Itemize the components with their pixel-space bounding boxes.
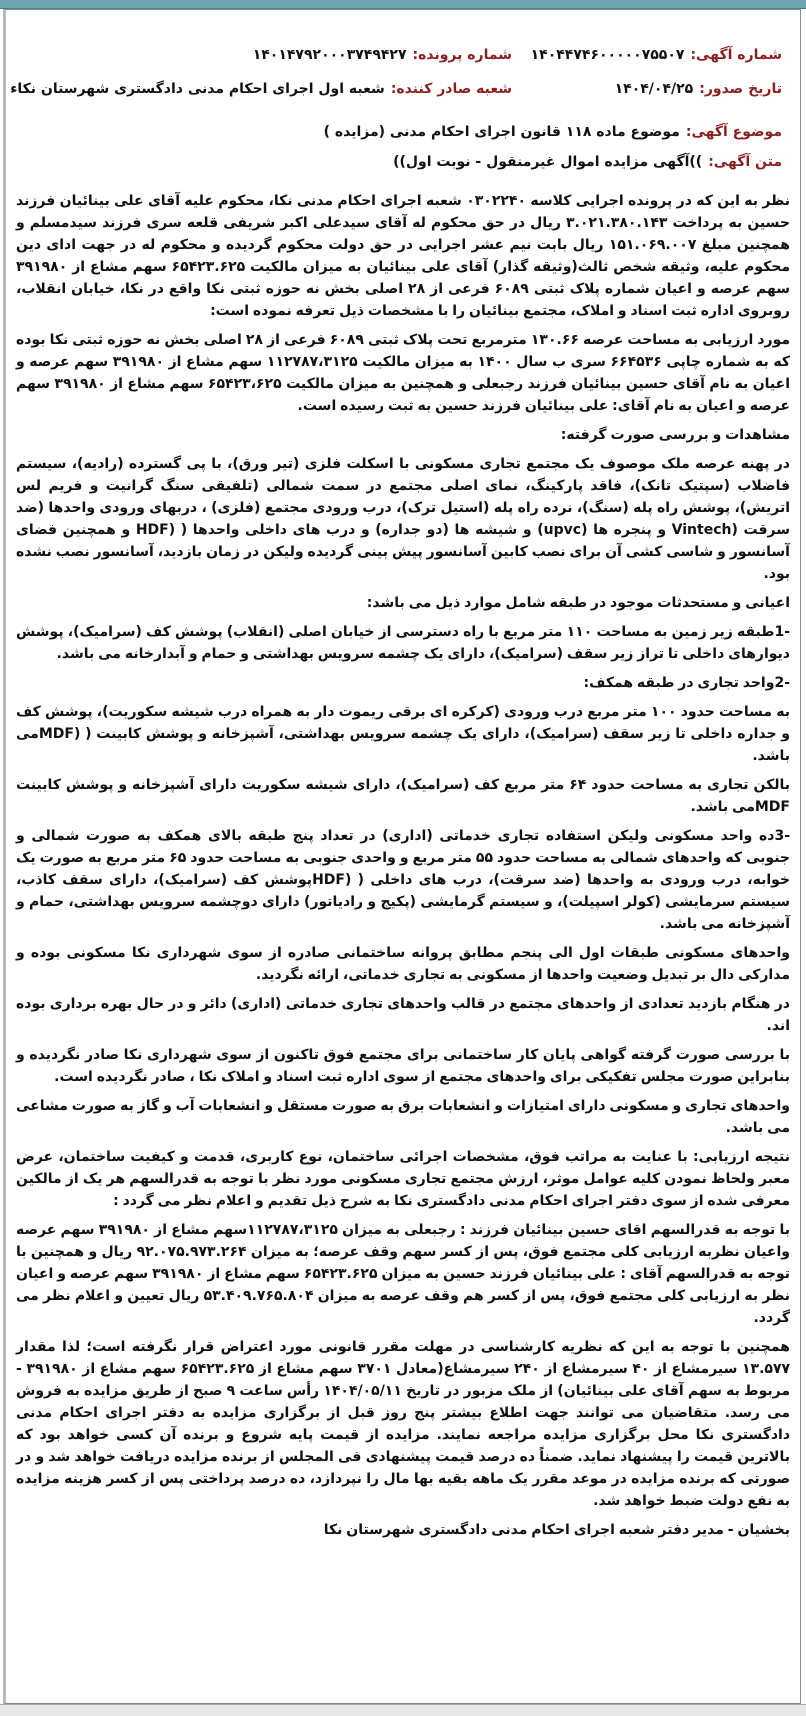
notice-number-field	[531, 47, 782, 63]
paragraph-appraisal-result: نتیجه ارزیابی: با عنایت به مراتب فوق، مشخصات اجرائی ساختمان، نوع کاربری، قدمت و کیفیت ساختمان، عرض معبر ولحاظ نمودن کلیه عوامل موثر، ارزش مجتمع تجاری مسکونی مورد نظر با توجه به قدرالسهم هر یک از مالکین معرفی شده از سوی دفتر اجرای احکام مدنی دادگستری نکا به شرح ذیل تقدیم و اعلام نظر می گردد :	[16, 1149, 790, 1209]
paragraph-intro: نظر به این که در پرونده اجرایی کلاسه ۰۳۰۲۲۴۰ شعبه اجرای احکام مدنی نکا، محکوم علیه آقای علی بینائیان فرزند حسین به پرداخت ۳.۰۲۱.۳۸۰.۱۴۳ ریال در حق محکوم له آقای سیدعلی اکبر شریفی قلعه سری فرزند سیدمسلم و همچنین مبلغ ۱۵۱.۰۶۹.۰۰۷ ریال بابت نیم عشر اجرایی در حق دولت محکوم گردیده و محکوم له در جهت ادای دین محکوم علیه، وثیقه شخص ثالث(وثیقه گذار) آقای علی بینائیان به میزان مالکیت ۶۵۴۲۳.۶۲۵ سهم مشاع از ۳۹۱۹۸۰ سهم عرصه و اعیان شماره پلاک ثبتی ۶۰۸۹ فرعی از ۲۸ اصلی بخش نه حوزه ثبتی نکا واقع در نکا، خیابان انقلاب، روبروی اداره ثبت اسناد و املاک، مجتمع بینائیان را با مشخصات ذیل تعرفه نموده است:	[16, 193, 791, 319]
paragraph-appraisal-subject: مورد ارزیابی به مساحت عرصه ۱۳۰.۶۶ مترمربع تحت پلاک ثبتی ۶۰۸۹ فرعی از ۲۸ اصلی بخش نه حوزه ثبتی نکا بوده که به شماره چاپی ۶۶۴۵۳۶ سری ب سال ۱۴۰۰ به میزان مالکیت ۱۱۲۷۸۷،۳۱۲۵ سهم مشاع از ۳۹۱۹۸۰ سهم عرصه و اعیان به نام آقای حسین بینائیان فرزند رجبعلی و همچنین به میزان مالکیت ۶۵۴۲۳،۶۲۵ سهم مشاع از ۳۹۱۹۸۰ سهم عرصه و اعیان به نام آقای: علی بینائیان فرزند حسین به ثبت رسیده است.	[16, 332, 791, 414]
heading-observations: مشاهدات و بررسی صورت گرفته:	[560, 427, 790, 443]
issue-date: ۱۴۰۴/۰۴/۲۵	[614, 81, 694, 97]
notice-body	[16, 190, 790, 1548]
subject: موضوع ماده ۱۱۸ قانون اجرای احکام مدنی (مزایده )	[323, 124, 680, 140]
issuer-label: شعبه صادر کننده:	[390, 81, 512, 97]
horizontal-scrollbar[interactable]	[0, 1704, 806, 1716]
paragraph-completion-certificate: با بررسی صورت گرفته گواهی پایان کار ساختمانی برای مجتمع فوق تاکنون از سوی شهرداری نکا صادر نگردیده و بنابراین صورت مجلس تفکیکی برای واحدهای مجتمع از سوی اداره ثبت اسناد و املاک نکا ، صادر نگردیده است.	[16, 1047, 790, 1085]
case-number-field	[253, 47, 512, 63]
notice-text-label: متن آگهی:	[708, 154, 782, 170]
notice-number: ۱۴۰۴۴۷۴۶۰۰۰۰۰۷۵۵۰۷	[530, 47, 685, 63]
paragraph-ground-floor: به مساحت حدود ۱۰۰ متر مربع درب ورودی (کرکره ای برقی ریموت دار به همراه درب شیشه سکوریت)، پوشش کف و جداره داخلی تا زیر سقف (سرامیک)، دارای یک چشمه سرویس بهداشتی، آشپزخانه و پوشش کابینت ( (MDFمی باشد.	[16, 704, 790, 764]
issuer: شعبه اول اجرای احکام مدنی دادگستری شهرستان نکاء	[10, 81, 385, 97]
issue-date-field	[615, 81, 782, 97]
paragraph-building-description: در پهنه عرصه ملک موصوف یک مجتمع تجاری مسکونی با اسکلت فلزی (تیر ورق)، با پی گسترده (رادیه)، سیستم فاضلاب (سپتیک تانک)، فاقد پارکینگ، نمای اصلی مجتمع در سمت شمالی (تلفیقی سنگ گرانیت و فریم لس اتریش)، پوشش راه پله (سنگ)، نرده راه پله (استیل ترک)، درب ورودی مجتمع (فلزی) ، دربهای ورودی واحدها (ضد سرقت (Vintech و پنجره ها (upvc) و شیشه ها (دو جداره) و درب های داخلی واحدها ( (HDF و همچنین فضای آسانسور و شاسی کشی آن برای نصب کابین آسانسور پیش بینی گردیده ولیکن در زمان بازدید، آسانسور نصب نشده بود.	[16, 456, 790, 582]
paragraph-utilities: واحدهای تجاری و مسکونی دارای امتیازات و انشعابات برق به صورت مستقل و انشعابات آب و گاز به صورت مشاعی می باشد.	[16, 1098, 790, 1136]
paragraph-auction-terms: همچنین با توجه به این که نظریه کارشناسی در مهلت مقرر قانونی مورد اعتراض قرار نگرفته است؛ لذا مقدار ۱۳.۵۷۷ سیرمشاع از ۴۰ سیرمشاع از ۲۴۰ سیرمشاع(معادل ۳۷۰۱ سهم مشاع از ۶۵۴۲۳.۶۲۵ سهم مشاع از ۳۹۱۹۸۰ - مربوط به سهم آقای علی بینائیان) از ملک مزبور در تاریخ ۱۴۰۴/۰۵/۱۱ رأس ساعت ۹ صبح از طریق مزایده به فروش می رسد. متقاضیان می توانند جهت اطلاع بیشتر پنج روز قبل از برگزاری مزایده به دفتر اجرای احکام مدنی دادگستری نکا محل برگزاری مزایده مراجعه نمایند. مزایده از قیمت پایه شروع و برنده آن کسی خواهد بود که بالاترین قیمت را پیشنهاد نماید. ضمناً ده درصد قیمت پیشنهادی فی المجلس از برنده مزایده دریافت خواهد شد و در صورتی که برنده مزایده در موعد مقرر یک ماهه بقیه بها مال را نپردازد، ده درصد پرداختی پس از کسر هزینه مزایده به نفع دولت ضبط خواهد شد.	[16, 1339, 791, 1509]
notice-text-title-field	[393, 154, 782, 170]
heading-ground-floor: -2واحد تجاری در طبقه همکف:	[583, 675, 790, 691]
notice-text-title: ))آگهی مزایده اموال غیرمنقول - نوبت اول))	[393, 154, 703, 170]
paragraph-residential-units: -3ده واحد مسکونی ولیکن استفاده تجاری خدماتی (اداری) در تعداد پنج طبقه بالای همکف به صورت شمالی و جنوبی که واحدهای شمالی به مساحت حدود ۵۵ متر مربع و واحدی جنوبی به مساحت حدود ۶۵ متر مربع به صورت یک خوابه، درب ورودی به واحدها (ضد سرقت)، درب های داخلی ( (HDFپوشش کف (سرامیک)، دارای سقف کاذب، سیستم سرمایشی (کولر اسپیلت)، و سیستم گرمایشی (پکیج و رادیاتور) دارای دوچشمه سرویس بهداشتی، حمام و آشپزخانه می باشد.	[16, 828, 791, 932]
paragraph-permit: واحدهای مسکونی طبقات اول الی پنجم مطابق پروانه ساختمانی صادره از سوی شهرداری نکا مسکونی بوده و مدارکی دال بر تبدیل وضعیت واحدها از مسکونی به تجاری خدماتی، ارائه نگردید.	[16, 945, 790, 983]
heading-floor-items: اعیانی و مستحدثات موجود در طبقه شامل موارد ذیل می باشد:	[366, 595, 790, 611]
paragraph-share-values: با توجه به قدرالسهم اقای حسین بینائیان فرزند : رجبعلی به میزان ۱۱۲۷۸۷،۳۱۲۵سهم مشاع از ۳۹۱۹۸۰ سهم عرصه واعیان نظربه ارزیابی کلی مجتمع فوق، پس از کسر سهم وقف عرصه؛ به میزان ۹۲.۰۷۵.۹۷۳.۲۶۴ ریال و همچنین با توجه به قدرالسهم آقای : علی بینائیان فرزند حسین به میزان ۶۵۴۲۳.۶۲۵ سهم مشاع از ۳۹۱۹۸۰ سهم عرصه و اعیان نظر به ارزیابی کلی مجتمع فوق، پس از کسر هم وقف عرصه به میزان ۵۳.۴۰۹.۷۶۵.۸۰۴ ریال تعیین و اعلام نظر می گردد.	[16, 1222, 791, 1326]
notice-document	[3, 9, 801, 1704]
issue-date-label: تاریخ صدور:	[699, 81, 782, 97]
issuer-field	[10, 81, 512, 97]
notice-number-label: شماره آگهی:	[690, 47, 782, 63]
signature-line: بخشیان - مدیر دفتر شعبه اجرای احکام مدنی دادگستری شهرستان نکا	[323, 1522, 790, 1538]
case-number: ۱۴۰۱۴۷۹۲۰۰۰۳۷۴۹۴۲۷	[252, 47, 407, 63]
paragraph-balcony: بالکن تجاری به مساحت حدود ۶۴ متر مربع کف (سرامیک)، دارای شیشه سکوریت دارای آشپزخانه و پوشش کابینت MDFمی باشد.	[16, 777, 790, 815]
case-number-label: شماره پرونده:	[412, 47, 512, 63]
subject-label: موضوع آگهی:	[685, 124, 782, 140]
subject-field	[324, 124, 782, 140]
paragraph-basement: -1طبقه زیر زمین به مساحت ۱۱۰ متر مربع با راه دسترسی از خیابان اصلی (انقلاب) پوشش کف (سرامیک)، پوشش دیوارهای داخلی تا تراز زیر سقف (سرامیک)، دارای یک چشمه سرویس بهداشتی و حمام و آبدارخانه می باشد.	[16, 624, 791, 662]
window-title-bar	[0, 0, 806, 9]
paragraph-visit: در هنگام بازدید تعدادی از واحدهای مجتمع در قالب واحدهای تجاری خدماتی (اداری) دائر و در حال بهره برداری بوده اند.	[16, 996, 790, 1034]
